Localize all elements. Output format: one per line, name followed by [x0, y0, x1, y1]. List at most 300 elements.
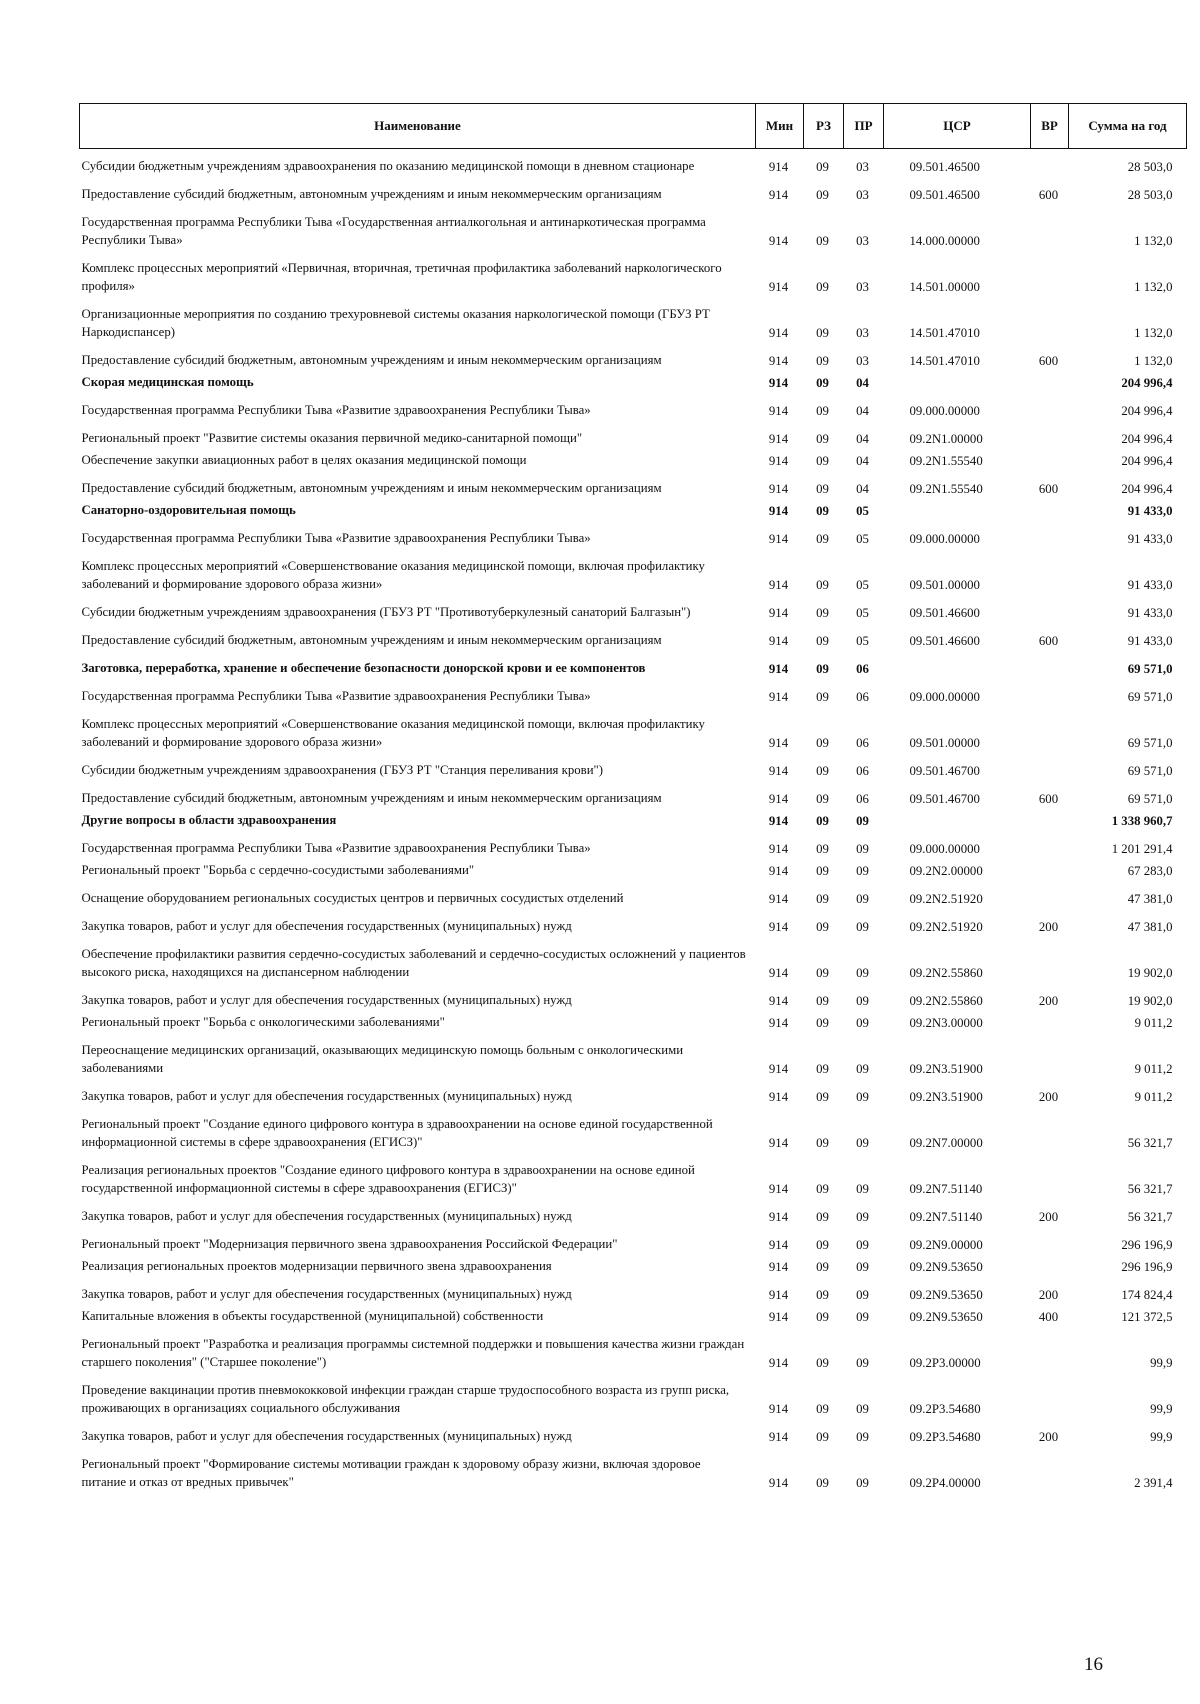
row-pr: 06 [856, 690, 869, 704]
row-sum: 204 996,4 [1121, 432, 1173, 446]
row-min: 914 [768, 1210, 789, 1224]
row-min: 914 [768, 1476, 789, 1490]
row-min: 914 [768, 504, 789, 518]
row-name: Скорая медицинская помощь [81, 375, 254, 389]
row-csr: 09.2N2.55860 [909, 994, 983, 1008]
row-csr: 09.2N7.51140 [909, 1182, 983, 1196]
row-rz: 09 [816, 454, 829, 468]
row-sum: 2 391,4 [1134, 1476, 1173, 1490]
row-csr: 09.2N2.00000 [909, 864, 983, 878]
row-pr: 03 [856, 280, 869, 294]
table-row [80, 595, 1187, 623]
row-name: Региональный проект "Разработка и реализация программы системной поддержки и повышения качества жизни граждан старшего поколения" ("Старшее поколение") [81, 1337, 745, 1369]
row-pr: 09 [856, 1210, 869, 1224]
table-row [80, 1373, 1187, 1419]
row-sum: 69 571,0 [1127, 662, 1173, 676]
row-name: Заготовка, переработка, хранение и обеспечение безопасности донорской крови и ее компонентов [81, 661, 646, 675]
row-name: Региональный проект "Создание единого цифрового контура в здравоохранении на основе единой государственной информационной системы в сфере здравоохранения (ЕГИСЗ)" [81, 1117, 713, 1149]
table-row [80, 1419, 1187, 1447]
row-pr: 09 [856, 1260, 869, 1274]
row-name: Комплекс процессных мероприятий «Совершенствование оказания медицинской помощи, включая профилактику заболеваний и формирование здорового образа жизни» [81, 717, 705, 749]
row-name: Закупка товаров, работ и услуг для обеспечения государственных (муниципальных) нужд [81, 919, 572, 933]
row-name: Закупка товаров, работ и услуг для обеспечения государственных (муниципальных) нужд [81, 1209, 572, 1223]
table-row [80, 1305, 1187, 1327]
row-name: Другие вопросы в области здравоохранения [81, 813, 337, 827]
row-csr: 09.2N9.53650 [909, 1288, 983, 1302]
table-row [80, 1079, 1187, 1107]
row-csr: 09.2N3.51900 [909, 1090, 983, 1104]
row-sum: 91 433,0 [1127, 578, 1173, 592]
table-body [80, 149, 1187, 1494]
row-name: Переоснащение медицинских организаций, оказывающих медицинскую помощь больным с онкологическими заболеваниями [81, 1043, 684, 1075]
row-pr: 04 [856, 482, 869, 496]
row-min: 914 [768, 404, 789, 418]
row-sum: 56 321,7 [1127, 1136, 1173, 1150]
row-pr: 04 [856, 404, 869, 418]
row-rz: 09 [816, 606, 829, 620]
row-sum: 91 433,0 [1127, 532, 1173, 546]
table-row [80, 937, 1187, 983]
row-min: 914 [768, 864, 789, 878]
row-name: Закупка товаров, работ и услуг для обеспечения государственных (муниципальных) нужд [81, 1089, 572, 1103]
row-vr [1031, 1153, 1069, 1199]
row-min: 914 [768, 1310, 789, 1324]
row-min: 914 [768, 326, 789, 340]
row-vr [1031, 1255, 1069, 1277]
row-name: Региональный проект "Формирование системы мотивации граждан к здоровому образу жизни, включая здоровое питание и отказ от вредных привычек" [81, 1457, 701, 1489]
row-vr [1031, 753, 1069, 781]
row-rz: 09 [816, 764, 829, 778]
row-min: 914 [768, 1356, 789, 1370]
table-header [80, 104, 1187, 149]
header-pr: ПР [844, 104, 884, 149]
row-name: Реализация региональных проектов "Создание единого цифрового контура в здравоохранении на основе единой государственной информационной системы в сфере здравоохранения (ЕГИСЗ)" [81, 1163, 695, 1195]
row-csr: 09.2N2.51920 [909, 892, 983, 906]
row-rz: 09 [816, 1062, 829, 1076]
row-sum: 296 196,9 [1121, 1238, 1173, 1252]
row-name: Закупка товаров, работ и услуг для обеспечения государственных (муниципальных) нужд [81, 1287, 572, 1301]
table-row [80, 1327, 1187, 1373]
row-sum: 174 824,4 [1121, 1288, 1173, 1302]
row-min: 914 [768, 578, 789, 592]
row-csr: 09.2P4.00000 [909, 1476, 981, 1490]
table-row [80, 1153, 1187, 1199]
row-pr: 05 [856, 634, 869, 648]
table-row [80, 371, 1187, 393]
header-min: Мин [756, 104, 804, 149]
row-min: 914 [768, 234, 789, 248]
row-rz: 09 [816, 280, 829, 294]
row-sum: 67 283,0 [1127, 864, 1173, 878]
table-row [80, 177, 1187, 205]
row-name: Обеспечение закупки авиационных работ в целях оказания медицинской помощи [81, 453, 527, 467]
table-row [80, 1447, 1187, 1493]
row-csr: 09.2N2.55860 [909, 966, 983, 980]
row-name: Региональный проект "Борьба с сердечно-сосудистыми заболеваниями" [81, 863, 475, 877]
row-min: 914 [768, 454, 789, 468]
row-csr [884, 809, 1031, 831]
row-name: Субсидии бюджетным учреждениям здравоохранения по оказанию медицинской помощи в дневном стационаре [81, 159, 695, 173]
row-name: Комплекс процессных мероприятий «Первичная, вторичная, третичная профилактика заболеваний наркологического профиля» [81, 261, 722, 293]
row-csr: 09.2N7.51140 [909, 1210, 983, 1224]
row-vr [1031, 831, 1069, 859]
row-pr: 06 [856, 792, 869, 806]
row-rz: 09 [816, 920, 829, 934]
row-csr: 09.501.00000 [909, 578, 980, 592]
row-name: Закупка товаров, работ и услуг для обеспечения государственных (муниципальных) нужд [81, 993, 572, 1007]
table-row [80, 909, 1187, 937]
row-min: 914 [768, 690, 789, 704]
row-rz: 09 [816, 1136, 829, 1150]
row-sum: 91 433,0 [1127, 634, 1173, 648]
row-vr [1031, 251, 1069, 297]
table-row [80, 205, 1187, 251]
row-name: Оснащение оборудованием региональных сосудистых центров и первичных сосудистых отделений [81, 891, 624, 905]
row-csr: 09.501.46500 [909, 160, 980, 174]
row-pr: 09 [856, 1090, 869, 1104]
row-vr: 200 [1038, 994, 1059, 1008]
row-min: 914 [768, 1288, 789, 1302]
table-row [80, 1107, 1187, 1153]
row-csr: 09.501.46700 [909, 764, 980, 778]
row-sum: 1 132,0 [1134, 234, 1173, 248]
row-vr [1031, 1447, 1069, 1493]
row-name: Государственная программа Республики Тыва «Развитие здравоохранения Республики Тыва» [81, 689, 591, 703]
row-name: Организационные мероприятия по созданию трехуровневой системы оказания наркологической помощи (ГБУЗ РТ Наркодиспансер) [81, 307, 710, 339]
row-vr [1031, 297, 1069, 343]
row-sum: 204 996,4 [1121, 482, 1173, 496]
row-pr: 04 [856, 432, 869, 446]
row-min: 914 [768, 792, 789, 806]
row-pr: 09 [856, 1288, 869, 1302]
row-name: Предоставление субсидий бюджетным, автономным учреждениям и иным некоммерческим организациям [81, 633, 662, 647]
row-pr: 03 [856, 188, 869, 202]
row-csr: 09.2N1.00000 [909, 432, 983, 446]
row-min: 914 [768, 1062, 789, 1076]
row-rz: 09 [816, 814, 829, 828]
table-row [80, 1255, 1187, 1277]
row-pr: 09 [856, 1136, 869, 1150]
row-csr: 14.501.00000 [909, 280, 980, 294]
table-row [80, 881, 1187, 909]
row-name: Предоставление субсидий бюджетным, автономным учреждениям и иным некоммерческим организациям [81, 791, 662, 805]
header-csr: ЦСР [884, 104, 1031, 149]
row-name: Обеспечение профилактики развития сердечно-сосудистых заболеваний и сердечно-сосудистых осложнений у пациентов высокого риска, находящихся на диспансерном наблюдении [81, 947, 746, 979]
row-csr: 09.501.46500 [909, 188, 980, 202]
row-sum: 47 381,0 [1127, 920, 1173, 934]
row-sum: 56 321,7 [1127, 1182, 1173, 1196]
row-rz: 09 [816, 1402, 829, 1416]
row-csr [884, 371, 1031, 393]
header-row [80, 104, 1187, 149]
row-sum: 9 011,2 [1134, 1016, 1173, 1030]
row-name: Государственная программа Республики Тыва «Государственная антиалкогольная и антинаркотическая программа Республики Тыва» [81, 215, 706, 247]
row-name: Реализация региональных проектов модернизации первичного звена здравоохранения [81, 1259, 552, 1273]
row-pr: 09 [856, 1062, 869, 1076]
row-csr: 09.501.00000 [909, 736, 980, 750]
row-min: 914 [768, 482, 789, 496]
row-pr: 09 [856, 1356, 869, 1370]
row-pr: 03 [856, 326, 869, 340]
row-vr [1031, 1107, 1069, 1153]
row-rz: 09 [816, 482, 829, 496]
row-vr [1031, 149, 1069, 178]
row-min: 914 [768, 432, 789, 446]
table-row [80, 521, 1187, 549]
row-pr: 03 [856, 234, 869, 248]
row-min: 914 [768, 662, 789, 676]
row-vr: 600 [1038, 188, 1059, 202]
table-row [80, 549, 1187, 595]
row-csr: 09.2N2.51920 [909, 920, 983, 934]
row-name: Государственная программа Республики Тыва «Развитие здравоохранения Республики Тыва» [81, 841, 591, 855]
row-rz: 09 [816, 994, 829, 1008]
row-sum: 91 433,0 [1127, 504, 1173, 518]
table-row [80, 149, 1187, 178]
row-csr: 09.2N9.53650 [909, 1310, 983, 1324]
row-name: Капитальные вложения в объекты государственной (муниципальной) собственности [81, 1309, 544, 1323]
row-rz: 09 [816, 1310, 829, 1324]
row-vr [1031, 449, 1069, 471]
row-sum: 69 571,0 [1127, 764, 1173, 778]
row-rz: 09 [816, 404, 829, 418]
row-vr [1031, 205, 1069, 251]
row-vr [1031, 881, 1069, 909]
row-csr: 09.2N9.53650 [909, 1260, 983, 1274]
row-pr: 03 [856, 354, 869, 368]
row-sum: 9 011,2 [1134, 1062, 1173, 1076]
table-row [80, 449, 1187, 471]
row-rz: 09 [816, 578, 829, 592]
row-rz: 09 [816, 160, 829, 174]
row-vr [1031, 549, 1069, 595]
row-name: Закупка товаров, работ и услуг для обеспечения государственных (муниципальных) нужд [81, 1429, 572, 1443]
row-pr: 03 [856, 160, 869, 174]
header-vr: ВР [1031, 104, 1069, 149]
row-vr [1031, 521, 1069, 549]
row-min: 914 [768, 920, 789, 934]
row-sum: 69 571,0 [1127, 690, 1173, 704]
row-min: 914 [768, 892, 789, 906]
row-pr: 04 [856, 376, 869, 390]
row-sum: 296 196,9 [1121, 1260, 1173, 1274]
row-min: 914 [768, 1402, 789, 1416]
row-name: Предоставление субсидий бюджетным, автономным учреждениям и иным некоммерческим организациям [81, 481, 662, 495]
row-csr: 09.2P3.54680 [909, 1402, 981, 1416]
row-rz: 09 [816, 1016, 829, 1030]
table-row [80, 343, 1187, 371]
row-min: 914 [768, 354, 789, 368]
row-pr: 09 [856, 1310, 869, 1324]
row-csr: 09.2P3.00000 [909, 1356, 981, 1370]
row-rz: 09 [816, 1356, 829, 1370]
row-name: Государственная программа Республики Тыва «Развитие здравоохранения Республики Тыва» [81, 531, 591, 545]
row-sum: 204 996,4 [1121, 376, 1173, 390]
row-rz: 09 [816, 504, 829, 518]
row-rz: 09 [816, 966, 829, 980]
table-row [80, 499, 1187, 521]
row-name: Региональный проект "Развитие системы оказания первичной медико-санитарной помощи" [81, 431, 583, 445]
row-name: Предоставление субсидий бюджетным, автономным учреждениям и иным некоммерческим организациям [81, 187, 662, 201]
table-row [80, 679, 1187, 707]
row-min: 914 [768, 606, 789, 620]
row-vr [1031, 1327, 1069, 1373]
table-row [80, 1033, 1187, 1079]
row-pr: 05 [856, 532, 869, 546]
row-sum: 19 902,0 [1127, 994, 1173, 1008]
row-name: Предоставление субсидий бюджетным, автономным учреждениям и иным некоммерческим организациям [81, 353, 662, 367]
row-sum: 204 996,4 [1121, 454, 1173, 468]
row-min: 914 [768, 1016, 789, 1030]
row-rz: 09 [816, 792, 829, 806]
row-sum: 121 372,5 [1121, 1310, 1173, 1324]
row-name: Комплекс процессных мероприятий «Совершенствование оказания медицинской помощи, включая профилактику заболеваний и формирование здорового образа жизни» [81, 559, 705, 591]
row-rz: 09 [816, 1182, 829, 1196]
row-rz: 09 [816, 1210, 829, 1224]
row-vr [1031, 859, 1069, 881]
row-rz: 09 [816, 1288, 829, 1302]
budget-table [79, 103, 1187, 1493]
row-vr [1031, 1227, 1069, 1255]
row-vr [1031, 809, 1069, 831]
row-csr: 14.501.47010 [909, 354, 980, 368]
row-vr: 200 [1038, 920, 1059, 934]
row-pr: 09 [856, 1238, 869, 1252]
row-sum: 69 571,0 [1127, 792, 1173, 806]
table-row [80, 983, 1187, 1011]
row-sum: 99,9 [1150, 1430, 1173, 1444]
row-pr: 06 [856, 764, 869, 778]
row-pr: 09 [856, 994, 869, 1008]
table-row [80, 707, 1187, 753]
row-pr: 09 [856, 920, 869, 934]
row-vr: 400 [1038, 1310, 1059, 1324]
page-number: 16 [1084, 1654, 1103, 1675]
table-row [80, 809, 1187, 831]
row-vr: 600 [1038, 482, 1059, 496]
row-min: 914 [768, 532, 789, 546]
row-rz: 09 [816, 736, 829, 750]
row-min: 914 [768, 966, 789, 980]
row-min: 914 [768, 814, 789, 828]
row-rz: 09 [816, 234, 829, 248]
row-name: Проведение вакцинации против пневмококковой инфекции граждан старше трудоспособного возраста из групп риска, проживающих в организациях социального обслуживания [81, 1383, 730, 1415]
row-sum: 9 011,2 [1134, 1090, 1173, 1104]
row-pr: 05 [856, 578, 869, 592]
row-sum: 99,9 [1150, 1356, 1173, 1370]
table-row [80, 831, 1187, 859]
row-sum: 204 996,4 [1121, 404, 1173, 418]
row-pr: 06 [856, 736, 869, 750]
row-min: 914 [768, 160, 789, 174]
row-csr: 09.501.46600 [909, 634, 980, 648]
row-vr [1031, 595, 1069, 623]
row-csr: 09.2N7.00000 [909, 1136, 983, 1150]
table-row [80, 471, 1187, 499]
row-vr: 200 [1038, 1430, 1059, 1444]
header-name: Наименование [80, 104, 756, 149]
row-vr [1031, 937, 1069, 983]
row-vr [1031, 1011, 1069, 1033]
row-rz: 09 [816, 842, 829, 856]
row-min: 914 [768, 736, 789, 750]
row-pr: 09 [856, 814, 869, 828]
row-sum: 99,9 [1150, 1402, 1173, 1416]
row-vr [1031, 393, 1069, 421]
row-sum: 28 503,0 [1127, 188, 1173, 202]
row-csr [884, 651, 1031, 679]
row-sum: 1 201 291,4 [1111, 842, 1173, 856]
row-rz: 09 [816, 326, 829, 340]
row-min: 914 [768, 1260, 789, 1274]
row-pr: 09 [856, 1476, 869, 1490]
row-csr: 14.000.00000 [909, 234, 980, 248]
row-vr: 600 [1038, 634, 1059, 648]
row-rz: 09 [816, 354, 829, 368]
table-row [80, 651, 1187, 679]
row-vr: 200 [1038, 1090, 1059, 1104]
row-vr [1031, 499, 1069, 521]
row-pr: 04 [856, 454, 869, 468]
row-csr: 09.2N1.55540 [909, 454, 983, 468]
row-rz: 09 [816, 1260, 829, 1274]
row-rz: 09 [816, 376, 829, 390]
row-min: 914 [768, 376, 789, 390]
row-pr: 09 [856, 1430, 869, 1444]
row-csr: 09.000.00000 [909, 532, 980, 546]
table-row [80, 623, 1187, 651]
table-row [80, 1277, 1187, 1305]
row-name: Субсидии бюджетным учреждениям здравоохранения (ГБУЗ РТ "Станция переливания крови") [81, 763, 604, 777]
row-csr: 09.2N3.51900 [909, 1062, 983, 1076]
row-sum: 69 571,0 [1127, 736, 1173, 750]
row-vr [1031, 421, 1069, 449]
row-pr: 05 [856, 504, 869, 518]
row-vr [1031, 679, 1069, 707]
row-csr: 09.501.46700 [909, 792, 980, 806]
row-name: Санаторно-оздоровительная помощь [81, 503, 296, 517]
row-name: Субсидии бюджетным учреждениям здравоохранения (ГБУЗ РТ "Противотуберкулезный санаторий Балгазын") [81, 605, 691, 619]
row-vr: 600 [1038, 354, 1059, 368]
row-csr: 09.501.46600 [909, 606, 980, 620]
row-pr: 09 [856, 966, 869, 980]
row-vr [1031, 1033, 1069, 1079]
row-csr: 14.501.47010 [909, 326, 980, 340]
row-pr: 05 [856, 606, 869, 620]
row-rz: 09 [816, 1238, 829, 1252]
row-rz: 09 [816, 532, 829, 546]
header-rz: РЗ [804, 104, 844, 149]
row-pr: 09 [856, 864, 869, 878]
table-row [80, 421, 1187, 449]
row-vr [1031, 651, 1069, 679]
row-name: Государственная программа Республики Тыва «Развитие здравоохранения Республики Тыва» [81, 403, 591, 417]
row-sum: 1 132,0 [1134, 326, 1173, 340]
row-min: 914 [768, 842, 789, 856]
row-name: Региональный проект "Модернизация первичного звена здравоохранения Российской Федерации" [81, 1237, 618, 1251]
table-row [80, 297, 1187, 343]
row-csr: 09.2P3.54680 [909, 1430, 981, 1444]
row-vr: 600 [1038, 792, 1059, 806]
row-rz: 09 [816, 432, 829, 446]
table-row [80, 859, 1187, 881]
row-pr: 09 [856, 1016, 869, 1030]
row-csr [884, 499, 1031, 521]
row-vr: 200 [1038, 1210, 1059, 1224]
table-row [80, 393, 1187, 421]
row-pr: 09 [856, 892, 869, 906]
row-vr: 200 [1038, 1288, 1059, 1302]
